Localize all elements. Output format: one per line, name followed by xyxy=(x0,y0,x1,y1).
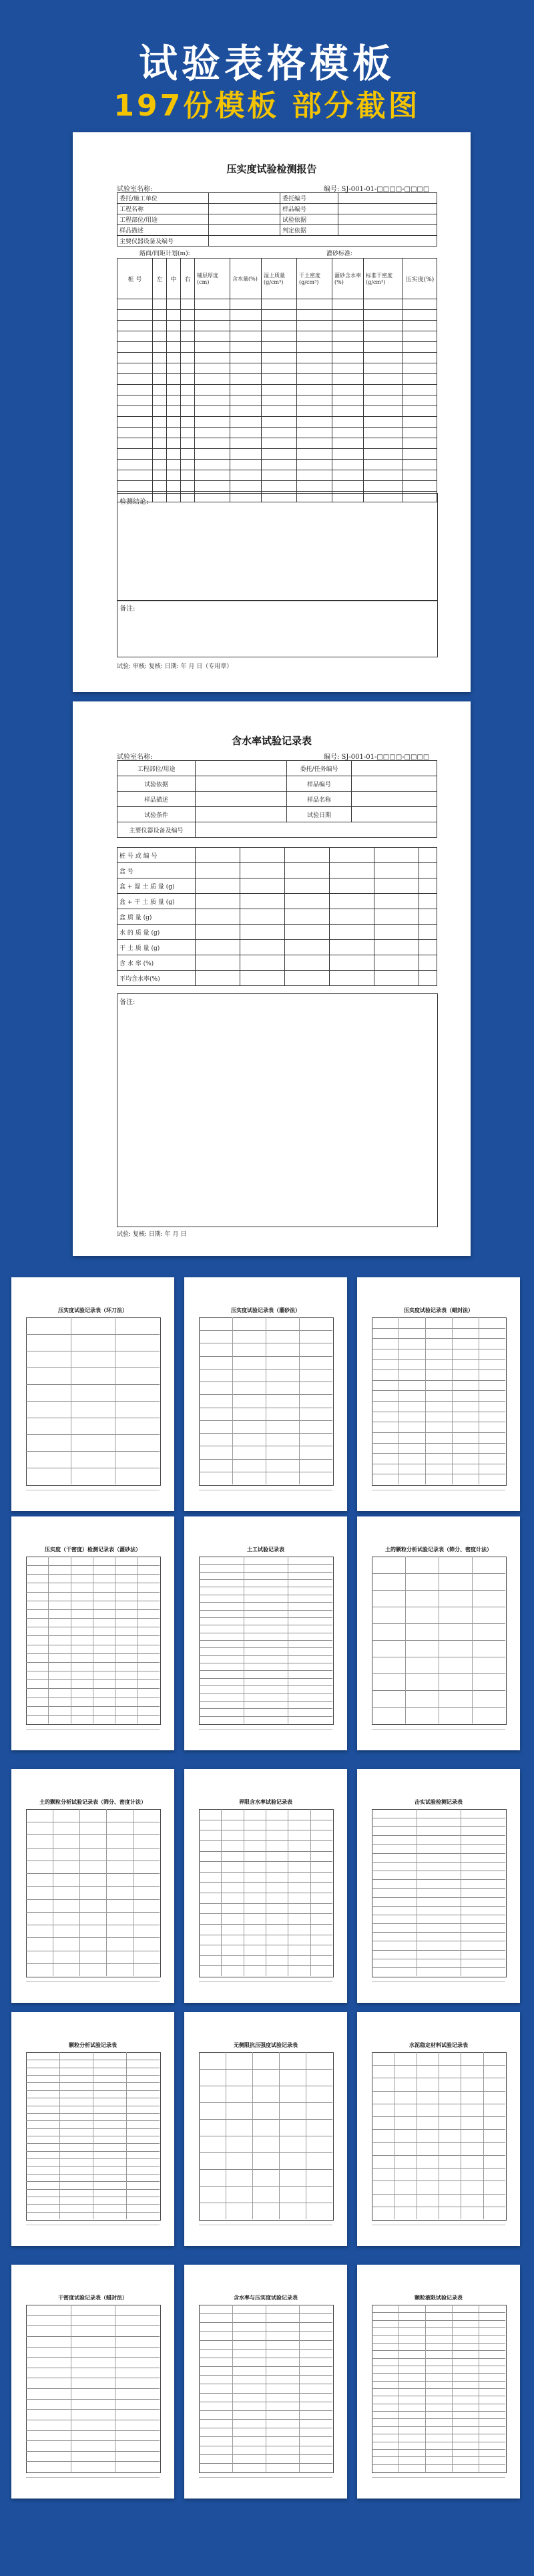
thumbnail-rule xyxy=(372,2381,505,2382)
thumbnail-rule xyxy=(26,1434,160,1435)
thumbnail-table xyxy=(26,2052,161,2221)
thumbnail-rule xyxy=(372,1432,505,1433)
thumbnail-rule xyxy=(372,2418,505,2419)
template-thumbnail xyxy=(184,1769,347,2003)
thumbnail-rule xyxy=(26,2325,160,2326)
sheet2-lab-label: 试验室名称: xyxy=(117,754,153,761)
sheet2-title: 含水率试验记录表 xyxy=(231,735,312,747)
thumbnail-rule xyxy=(398,2305,399,2472)
template-thumbnail xyxy=(184,2012,347,2246)
thumbnail-rule xyxy=(232,2305,233,2472)
info-cell: 主要仪器设备及编号 xyxy=(117,822,196,838)
info-cell: 委托编号 xyxy=(280,193,338,204)
thumbnail-rule xyxy=(299,1317,300,1484)
thumbnail-rule xyxy=(483,2052,484,2219)
sheet1-design-label: 路面/间距计划(m): xyxy=(140,251,190,257)
thumbnail-title: 颗粒液限试验记录表 xyxy=(415,2294,463,2301)
banner xyxy=(0,0,534,134)
info-cell: 工程部位/用途 xyxy=(117,761,196,776)
info-cell: 试验条件 xyxy=(117,807,196,822)
thumbnail-rule xyxy=(372,1380,505,1381)
thumbnail-rule xyxy=(26,2399,160,2400)
col-header: 中 xyxy=(167,259,181,299)
thumbnail-footer-rule xyxy=(372,1729,505,1730)
thumbnail-rule xyxy=(199,1708,332,1709)
thumbnail-rule xyxy=(221,1809,222,1976)
thumbnail-rule xyxy=(199,1716,332,1717)
template-thumbnail xyxy=(11,1769,174,2003)
thumbnail-table xyxy=(199,2305,334,2473)
thumbnail-rule xyxy=(372,2327,505,2328)
thumbnail-rule xyxy=(372,1879,505,1880)
thumbnail-rule xyxy=(199,1610,332,1611)
sheet1-memo-box xyxy=(117,600,438,657)
thumbnail-rule xyxy=(372,2388,505,2389)
thumbnail-rule xyxy=(199,1579,332,1580)
thumbnail-footer-rule xyxy=(199,2477,332,2478)
thumbnail-rule xyxy=(26,2430,160,2431)
thumbnail-footer-rule xyxy=(372,2477,505,2478)
thumbnail-title: 压实度（干密度）检测记录表（灌砂法） xyxy=(45,1546,141,1553)
thumbnail-rule xyxy=(126,2052,127,2219)
thumbnail-rule xyxy=(26,2315,160,2316)
thumbnail-rule xyxy=(372,2320,505,2321)
info-cell: 试验依据 xyxy=(280,214,338,225)
thumbnail-rule xyxy=(372,1359,505,1360)
thumbnail-rule xyxy=(372,1328,505,1329)
sheet1-info-table xyxy=(117,192,437,247)
info-cell: 样品编号 xyxy=(287,776,352,792)
thumbnail-rule xyxy=(372,1906,505,1907)
row-label: 盒 号 xyxy=(117,863,196,878)
thumbnail-rule xyxy=(26,1384,160,1385)
thumbnail-rule xyxy=(452,1317,453,1484)
col-header: 右 xyxy=(181,259,195,299)
thumbnail-rule xyxy=(372,1967,505,1968)
thumbnail-rule xyxy=(372,1923,505,1924)
col-header: 铺层厚度(cm) xyxy=(195,259,230,299)
sheet-compaction-report xyxy=(73,132,471,692)
thumbnail-rule xyxy=(106,1809,107,1976)
sheet1-footer: 试验: 审核: 复核: 日期: 年 月 日（专用章） xyxy=(117,663,233,670)
thumbnail-rule xyxy=(199,1670,332,1671)
info-cell: 判定依据 xyxy=(280,225,338,236)
banner-title: 试验表格模板 xyxy=(138,41,395,86)
thumbnail-title: 水泥稳定材料试验记录表 xyxy=(409,2042,468,2048)
thumbnail-rule xyxy=(372,2350,505,2351)
thumbnail-rule xyxy=(372,1826,505,1827)
info-cell: 主要仪器设备及编号 xyxy=(117,236,209,247)
thumbnail-table xyxy=(199,1557,334,1725)
thumbnail-title: 无侧限抗压强度试验记录表 xyxy=(234,2042,298,2048)
sheet1-data-table xyxy=(117,258,437,502)
row-label: 含 水 率 (%) xyxy=(117,955,196,971)
thumbnail-rule xyxy=(299,2305,300,2472)
thumbnail-table xyxy=(26,1557,161,1725)
thumbnail-title: 干密度试验记录表（蜡封法） xyxy=(58,2294,127,2301)
thumbnail-rule xyxy=(199,1564,332,1565)
thumbnail-rule xyxy=(372,2335,505,2336)
thumbnail-rule xyxy=(372,1897,505,1898)
thumbnail-rule xyxy=(199,1647,332,1648)
thumbnail-footer-rule xyxy=(26,1729,160,1730)
col-header: 干土密度(g/cm³) xyxy=(297,259,332,299)
thumbnail-title: 界限含水率试验记录表 xyxy=(239,1798,292,1805)
template-thumbnail xyxy=(357,1769,520,2003)
thumbnail-rule xyxy=(26,1912,160,1913)
thumbnail-table xyxy=(199,1809,334,1977)
thumbnail-table xyxy=(26,2305,161,2473)
thumbnail-rule xyxy=(372,1950,505,1951)
thumbnail-footer-rule xyxy=(372,1981,505,1982)
thumbnail-rule xyxy=(26,1834,160,1835)
thumbnail-rule xyxy=(199,1701,332,1702)
template-thumbnail xyxy=(11,1516,174,1750)
info-cell: 委托/施工单位 xyxy=(117,193,209,204)
col-header: 压实度(%) xyxy=(403,259,437,299)
thumbnail-table xyxy=(26,1317,161,1486)
thumbnail-rule xyxy=(372,2358,505,2359)
thumbnail-footer-rule xyxy=(26,2477,160,2478)
thumbnail-rule xyxy=(398,1317,399,1484)
thumbnail-rule xyxy=(372,1835,505,1836)
thumbnail-title: 土的颗粒分析试验记录表（筛分、密度计法） xyxy=(39,1798,146,1805)
thumbnail-rule xyxy=(26,2388,160,2389)
thumbnail-rule xyxy=(372,1888,505,1889)
thumbnail-rule xyxy=(199,1602,332,1603)
info-cell: 样品名称 xyxy=(287,792,352,807)
sheet2-footer: 试验: 复核: 日期: 年 月 日 xyxy=(117,1231,187,1238)
col-header: 左 xyxy=(153,259,167,299)
template-thumbnail xyxy=(357,1277,520,1511)
sheet2-code-label: 编号: SJ-001-01-□□□□-□□□□ xyxy=(324,754,430,761)
thumbnail-rule xyxy=(199,2102,332,2103)
info-cell: 试验依据 xyxy=(117,776,196,792)
thumbnail-rule xyxy=(372,2449,505,2450)
thumbnail-title: 压实度试验记录表（环刀法） xyxy=(58,1307,127,1313)
thumbnail-rule xyxy=(26,1367,160,1368)
thumbnail-table xyxy=(372,1557,507,1725)
sheet-moisture-record xyxy=(73,701,471,1256)
thumbnail-title: 含水率与压实度试验记录表 xyxy=(234,2294,298,2301)
thumbnail-rule xyxy=(133,1809,134,1976)
row-label: 盒 + 干 土 质 量 (g) xyxy=(117,894,196,909)
thumbnail-rule xyxy=(405,1557,406,1724)
thumbnail-rule xyxy=(452,2305,453,2472)
col-header: 含水量(%) xyxy=(230,259,262,299)
thumbnail-rule xyxy=(252,2052,253,2219)
thumbnail-rule xyxy=(26,2357,160,2358)
thumbnail-title: 颗粒分析试验记录表 xyxy=(69,2042,117,2048)
template-thumbnail xyxy=(184,2265,347,2499)
thumbnail-footer-rule xyxy=(199,1729,332,1730)
sheet1-conclusion-box xyxy=(117,493,438,601)
thumbnail-rule xyxy=(199,1685,332,1686)
thumbnail-rule xyxy=(26,1963,160,1964)
template-thumbnail xyxy=(357,1516,520,1750)
thumbnail-rule xyxy=(472,1557,473,1724)
row-label: 水 的 质 量 (g) xyxy=(117,925,196,940)
thumbnail-rule xyxy=(279,2052,280,2219)
thumbnail-rule xyxy=(372,2312,505,2313)
thumbnail-title: 击实试验检测记录表 xyxy=(415,1798,463,1805)
thumbnail-rule xyxy=(26,2347,160,2348)
thumbnail-rule xyxy=(26,1886,160,1887)
col-header: 桩 号 xyxy=(117,259,153,299)
thumbnail-footer-rule xyxy=(26,1981,160,1982)
thumbnail-rule xyxy=(26,2409,160,2410)
thumbnail-rule xyxy=(425,1317,426,1484)
sheet1-std-label: 灌砂标准: xyxy=(326,251,353,257)
sheet2-memo-label: 备注: xyxy=(119,999,136,1006)
thumbnail-rule xyxy=(372,2456,505,2457)
thumbnail-rule xyxy=(199,2119,332,2120)
row-label: 平均含水率(%) xyxy=(117,971,196,986)
sheet1-title: 压实度试验检测报告 xyxy=(226,163,317,175)
thumbnail-table xyxy=(372,2305,507,2473)
thumbnail-rule xyxy=(48,1557,49,1724)
info-cell: 样品描述 xyxy=(117,792,196,807)
sheet1-memo-label: 备注: xyxy=(119,605,136,613)
thumbnail-rule xyxy=(26,2440,160,2441)
template-thumbnail xyxy=(357,2012,520,2246)
thumbnail-rule xyxy=(26,2336,160,2337)
thumbnail-rule xyxy=(372,1443,505,1444)
thumbnail-rule xyxy=(59,2052,60,2219)
thumbnail-rule xyxy=(26,1937,160,1938)
thumbnail-rule xyxy=(372,2464,505,2465)
thumbnail-title: 土的颗粒分析试验记录表（筛分、密度计法） xyxy=(385,1546,492,1553)
thumbnail-rule xyxy=(425,2305,426,2472)
thumbnail-rule xyxy=(372,1338,505,1339)
thumbnail-rule xyxy=(199,2169,332,2170)
template-thumbnail xyxy=(11,2012,174,2246)
template-thumbnail xyxy=(357,2265,520,2499)
banner-subtitle: 197份模板 部分截图 xyxy=(113,89,421,123)
thumbnail-rule xyxy=(372,2426,505,2427)
thumbnail-rule xyxy=(372,1844,505,1845)
sheet2-memo-box xyxy=(117,993,438,1227)
thumbnail-rule xyxy=(372,1390,505,1391)
thumbnail-rule xyxy=(79,1809,80,1976)
sheet2-data-table xyxy=(117,847,437,986)
thumbnail-rule xyxy=(26,1899,160,1900)
row-label: 盒 质 量 (g) xyxy=(117,909,196,925)
thumbnail-rule xyxy=(26,1401,160,1402)
info-cell: 试验日期 xyxy=(287,807,352,822)
info-cell: 样品编号 xyxy=(280,204,338,214)
thumbnail-rule xyxy=(199,1572,332,1573)
thumbnail-rule xyxy=(372,2411,505,2412)
row-label: 桩 号 或 编 号 xyxy=(117,848,196,863)
sheet1-conclusion-label: 检测结论: xyxy=(119,498,149,506)
col-header: 灌砂含水率(%) xyxy=(332,259,364,299)
sheet2-info-table xyxy=(117,760,437,838)
thumbnail-title: 压实度试验记录表（蜡封法） xyxy=(404,1307,473,1313)
thumbnail-rule xyxy=(26,1873,160,1874)
thumbnail-table xyxy=(199,2052,334,2221)
thumbnail-footer-rule xyxy=(199,1981,332,1982)
thumbnail-rule xyxy=(26,1451,160,1452)
info-cell: 工程名称 xyxy=(117,204,209,214)
thumbnail-rule xyxy=(199,2152,332,2153)
thumbnail-rule xyxy=(372,1853,505,1854)
thumbnail-rule xyxy=(199,1640,332,1641)
thumbnail-rule xyxy=(372,1932,505,1933)
thumbnail-rule xyxy=(199,1678,332,1679)
thumbnail-rule xyxy=(26,2451,160,2452)
thumbnail-title: 土工试验记录表 xyxy=(247,1546,284,1553)
thumbnail-rule xyxy=(372,1862,505,1863)
thumbnail-rule xyxy=(310,1809,311,1976)
thumbnail-rule xyxy=(199,1655,332,1656)
sheet1-lab-label: 试验室名称: xyxy=(117,186,153,193)
thumbnail-rule xyxy=(26,1334,160,1335)
row-label: 干 土 质 量 (g) xyxy=(117,940,196,955)
template-thumbnail xyxy=(184,1516,347,1750)
thumbnail-rule xyxy=(199,2069,332,2070)
thumbnail-rule xyxy=(199,2186,332,2187)
thumbnail-table xyxy=(372,1317,507,1486)
col-header: 湿土质量(g/cm³) xyxy=(262,259,297,299)
info-cell: 工程部位/用途 xyxy=(117,214,209,225)
sheet1-code-label: 编号: SJ-001-01-□□□□-□□□□ xyxy=(324,186,430,193)
thumbnail-table xyxy=(372,1809,507,1977)
thumbnail-rule xyxy=(199,1617,332,1618)
thumbnail-rule xyxy=(372,2343,505,2344)
thumbnail-rule xyxy=(232,1317,233,1484)
info-cell: 委托/任务编号 xyxy=(287,761,352,776)
template-thumbnail xyxy=(11,1277,174,1511)
info-cell: 样品描述 xyxy=(117,225,209,236)
row-label: 盒 + 湿 土 质 量 (g) xyxy=(117,878,196,894)
thumbnail-rule xyxy=(26,2461,160,2462)
thumbnail-rule xyxy=(372,1401,505,1402)
template-thumbnail xyxy=(11,2265,174,2499)
thumbnail-title: 压实度试验记录表（灌砂法） xyxy=(231,1307,300,1313)
template-thumbnail xyxy=(184,1277,347,1511)
thumbnail-rule xyxy=(372,1453,505,1454)
thumbnail-rule xyxy=(372,2373,505,2374)
col-header: 标准干密度(g/cm³) xyxy=(364,259,403,299)
